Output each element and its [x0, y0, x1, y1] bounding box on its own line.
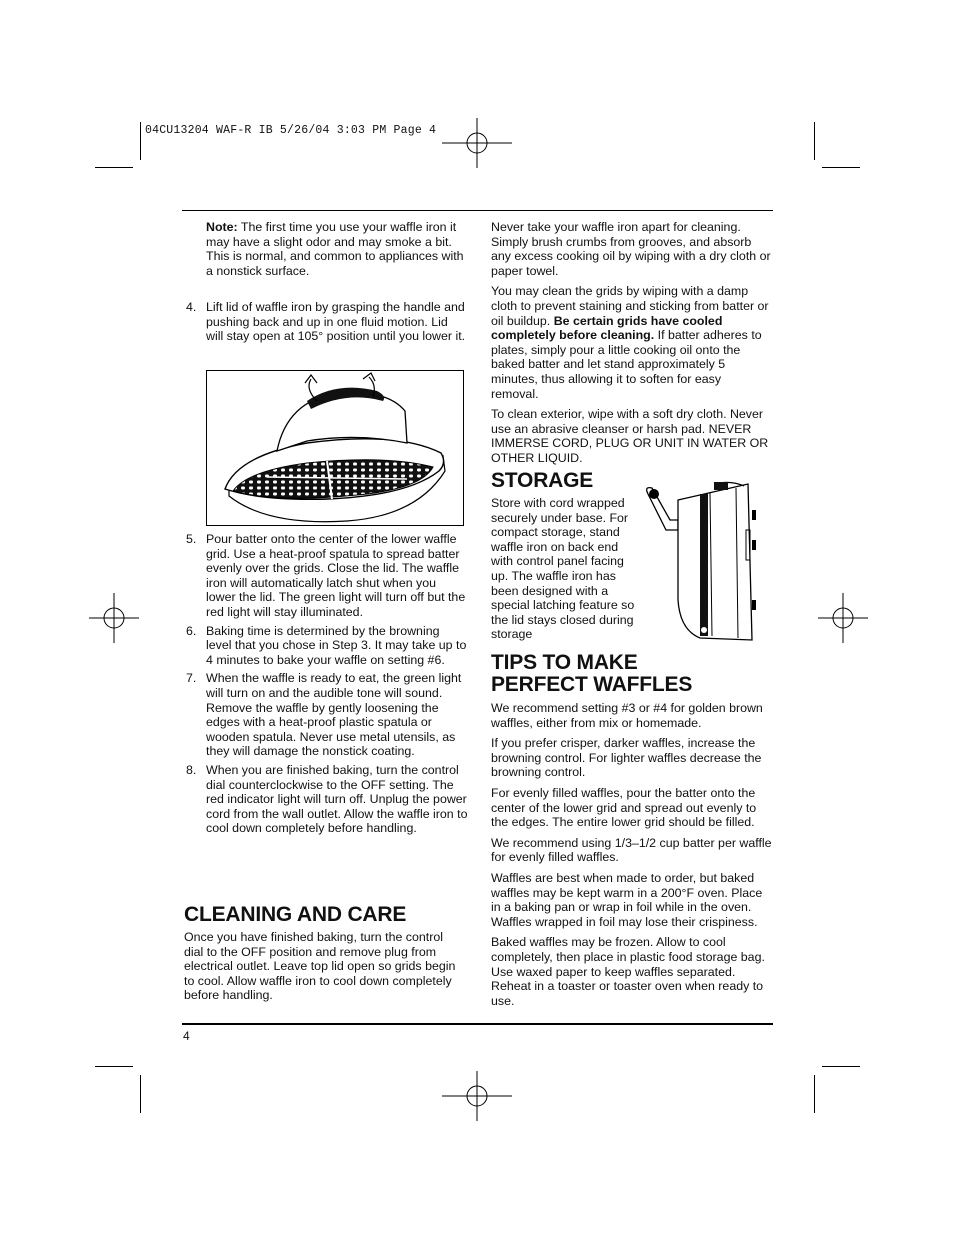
- tip-paragraph: Waffles are best when made to order, but baked waffles may be kept warm in a 200°F oven. Place in a baking pan or wrap in foil while in the oven. Waffles wrapped in foil may lose their crispiness.: [491, 870, 763, 929]
- cleaning-paragraph-3: To clean exterior, wipe with a soft dry cloth. Never use an abrasive cleanser or harsh pad. NEVER IMMERSE CORD, PLUG OR UNIT IN WATER OR OTHER LIQUID.: [491, 407, 769, 465]
- tip-paragraph: If you prefer crisper, darker waffles, increase the browning control. For lighter waffles decrease the browning control.: [491, 736, 762, 780]
- crop-mark-tl-h: [95, 167, 133, 168]
- tip-paragraph: Baked waffles may be frozen. Allow to cool completely, then place in plastic food storage bag. Use waxed paper to keep waffles separated. Reheat in a toaster or toaster oven when ready to use.: [491, 935, 765, 1008]
- step-4: [186, 300, 468, 348]
- cleaning-paragraph-2: [491, 284, 771, 401]
- printer-slug: 04CU13204 WAF-R IB 5/26/04 3:03 PM Page 4: [145, 124, 437, 137]
- crop-mark-br-h: [822, 1066, 860, 1067]
- step-text: Lift lid of waffle iron by grasping the handle and pushing back and up in one fluid motion. Lid will stay open at 105° position until you lower it.: [206, 300, 466, 344]
- crop-mark-tl-v: [140, 122, 141, 160]
- cleaning-heading: CLEANING AND CARE: [184, 903, 407, 926]
- steps-list: [186, 532, 468, 840]
- crop-mark-bl-v: [140, 1075, 141, 1113]
- p2-text-b: If batter adheres to plates, simply pour a little cooking oil onto the baked batter and let stand approximately 5 minutes, thus allowing it to soften for easy removal.: [491, 328, 762, 401]
- step-number: 6.: [186, 623, 197, 638]
- tips-heading-line-1: TIPS TO MAKE: [491, 651, 638, 674]
- step-number: 5.: [186, 532, 197, 546]
- step-number: 4.: [186, 300, 197, 314]
- storage-text: Store with cord wrapped securely under base. For compact storage, stand waffle iron on back end with control panel facing up. The waffle iron has been designed with a special latching feature so the lid stays closed during storage: [491, 496, 635, 642]
- crop-mark-bl-h: [95, 1066, 133, 1067]
- crop-mark-tr-v: [814, 122, 815, 160]
- step-text: Pour batter onto the center of the lower waffle grid. Use a heat-proof spatula to spread batter evenly over the grids. Close the lid. The waffle iron will automatically latch shut when you lower the lid. The green light will turn off but the red light will stay illuminated.: [206, 532, 466, 619]
- cleaning-paragraph-1: Never take your waffle iron apart for cleaning. Simply brush crumbs from grooves, and absorb any excess cooking oil by wiping with a dry cloth or paper towel.: [491, 220, 771, 278]
- note-text: The first time you use your waffle iron it may have a slight odor and may smoke a bit. This is normal, and common to appliances with a nonstick surface.: [206, 220, 464, 278]
- registration-mark-bottom: [442, 1061, 512, 1131]
- step-text: When the waffle is ready to eat, the green light will turn on and the audible tone will sound. Remove the waffle by gently loosening the edges with a heat-proof plastic spatula or wooden spatula. Never use metal utensils, as they will damage the nonstick coating.: [206, 671, 462, 759]
- storage-heading: STORAGE: [491, 469, 594, 492]
- tip-paragraph: We recommend using 1/3–1/2 cup batter per waffle for evenly filled waffles.: [491, 835, 772, 865]
- waffle-iron-storage-illustration: [640, 480, 762, 642]
- step-number: 7.: [186, 671, 197, 686]
- crop-mark-br-v: [814, 1075, 815, 1113]
- cleaning-section: [184, 904, 456, 1009]
- tip-paragraph: For evenly filled waffles, pour the batter onto the center of the lower grid and spread out evenly to the edges. The entire lower grid should be filled.: [491, 785, 757, 830]
- registration-mark-left: [79, 583, 149, 653]
- storage-section: [491, 470, 641, 648]
- step-text: Baking time is determined by the browning level that you chose in Step 3. It may take up to 4 minutes to bake your waffle on setting #6.: [206, 623, 467, 667]
- tips-heading-line-2: PERFECT WAFFLES: [491, 673, 693, 696]
- bottom-rule: [182, 1023, 773, 1025]
- registration-mark-top: [442, 108, 512, 178]
- registration-mark-right: [808, 583, 878, 653]
- step-number: 8.: [186, 762, 197, 777]
- waffle-iron-open-illustration: [206, 370, 464, 526]
- p2-bold-warning: Be certain grids have cooled completely before cleaning.: [491, 313, 723, 343]
- tips-section: [491, 652, 773, 1014]
- page-number: 4: [183, 1029, 190, 1043]
- crop-mark-tr-h: [822, 167, 860, 168]
- note-label: Note:: [206, 220, 238, 234]
- p2-text-a: You may clean the grids by wiping with a damp cloth to prevent staining and sticking from batter or oil buildup.: [491, 284, 769, 328]
- cleaning-text: Once you have finished baking, turn the control dial to the OFF position and remove plug from electrical outlet. Leave top lid open so grids begin to cool. Allow waffle iron to cool down completely before handling.: [184, 930, 456, 1003]
- step-text: When you are finished baking, turn the control dial counterclockwise to the OFF setting. The red indicator light will turn off. Unplug the power cord from the wall outlet. Allow the waffle iron to cool down completely before handling.: [206, 762, 468, 836]
- top-rule: [182, 210, 773, 211]
- right-column: [491, 220, 771, 472]
- tip-paragraph: We recommend setting #3 or #4 for golden brown waffles, either from mix or homemade.: [491, 701, 763, 730]
- note-block: [206, 220, 468, 284]
